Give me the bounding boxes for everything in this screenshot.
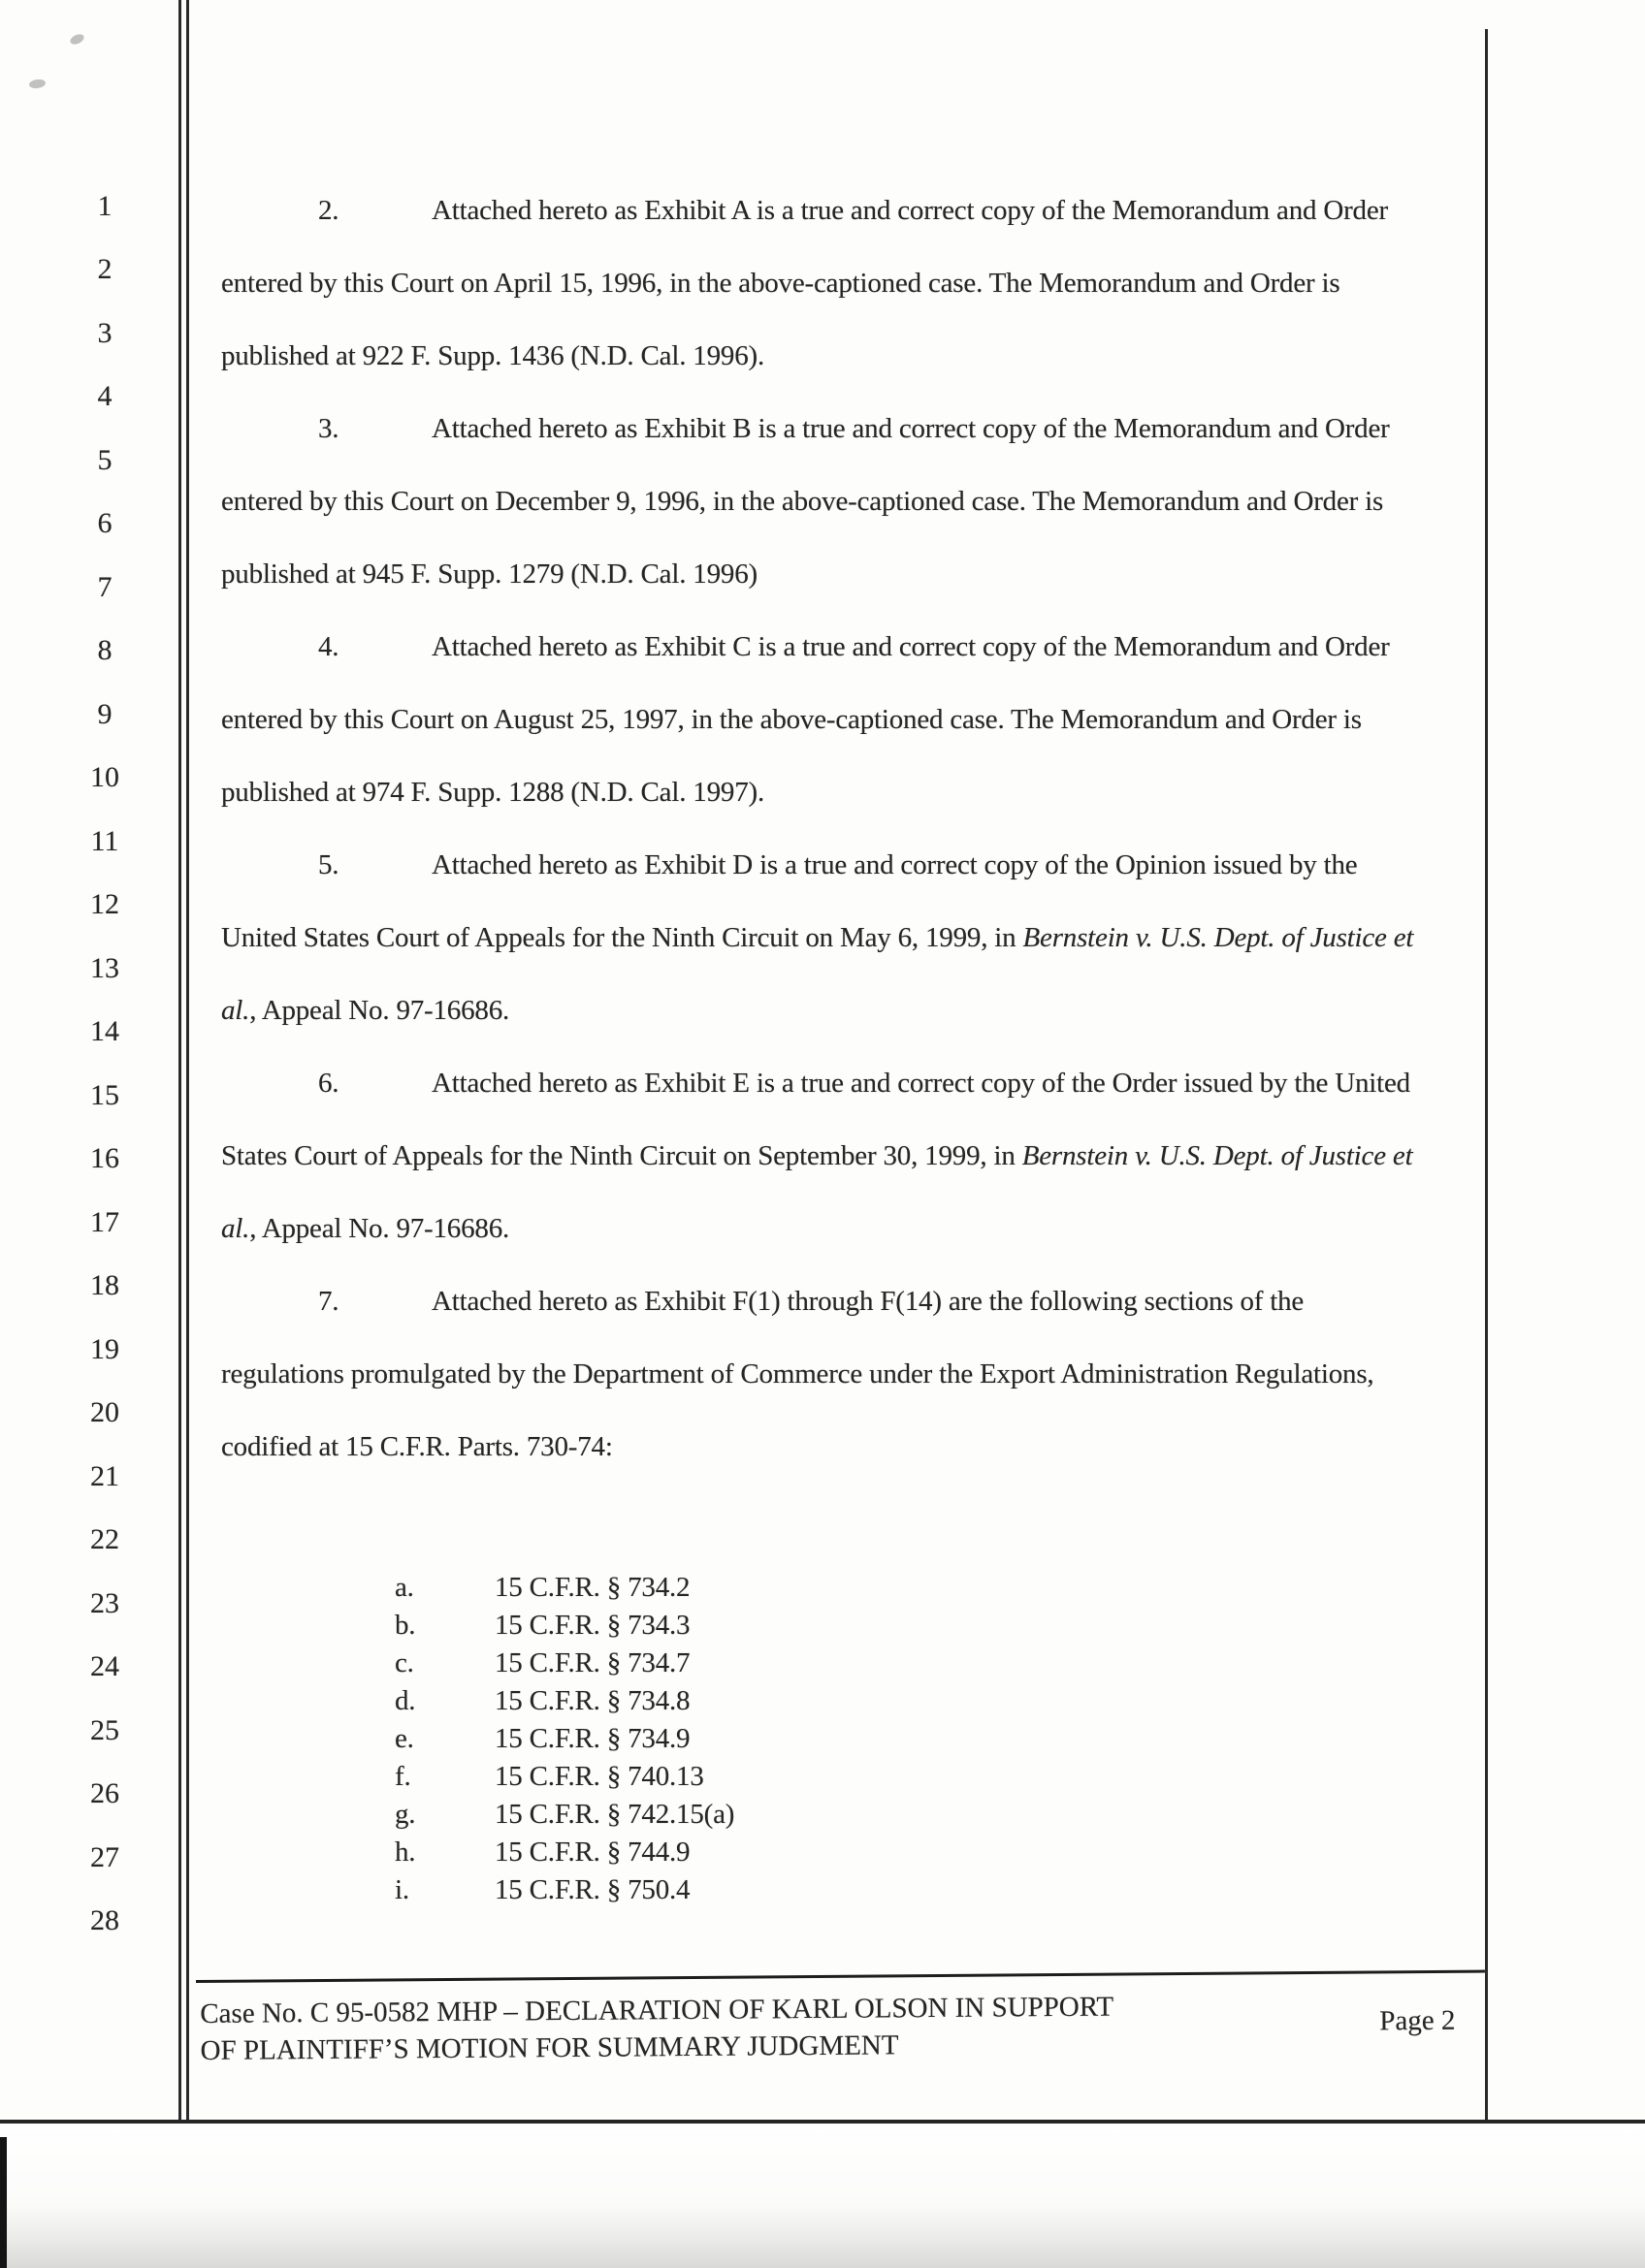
line-number: 25: [90, 1713, 119, 1746]
cfr-citation-item: [395, 1607, 1429, 1645]
cfr-item-citation: 15 C.F.R. § 734.3: [495, 1610, 691, 1641]
document-body: [221, 175, 1429, 1909]
cfr-item-letter: i.: [395, 1874, 409, 1905]
paragraph-text: Attached hereto as Exhibit D is a true and correct copy of the Opinion issued by the United States Court of Appeals for the Ninth Circuit on May 6, 1999, in: [221, 849, 1358, 953]
paragraph-number: 4.: [318, 631, 339, 662]
cfr-item-letter: c.: [395, 1647, 414, 1678]
line-number: 3: [97, 316, 113, 349]
line-number: 17: [90, 1205, 119, 1238]
line-number: 1: [97, 189, 113, 222]
declaration-paragraph: [221, 1047, 1429, 1265]
paragraph-text: , Appeal No. 97-16686.: [249, 995, 510, 1026]
line-number: 18: [90, 1269, 119, 1302]
line-number: 24: [90, 1650, 119, 1683]
paragraph-text: Attached hereto as Exhibit B is a true and correct copy of the Memorandum and Order entered by this Court on December 9, 1996, in the above-captioned case. The Memorandum and Order is published at 945 F. Supp. 1279 (N.D. Cal. 1996): [221, 413, 1390, 590]
line-number: 13: [90, 951, 119, 984]
cfr-item-citation: 15 C.F.R. § 744.9: [495, 1837, 691, 1868]
cfr-item-citation: 15 C.F.R. § 734.8: [495, 1685, 691, 1716]
declaration-paragraph: [221, 175, 1429, 393]
line-number: 27: [90, 1840, 119, 1873]
line-number: 10: [90, 761, 119, 794]
cfr-item-citation: 15 C.F.R. § 734.7: [495, 1647, 691, 1678]
cfr-item-letter: g.: [395, 1799, 416, 1830]
cfr-item-letter: d.: [395, 1685, 416, 1716]
line-number: 16: [90, 1142, 119, 1175]
line-number: 23: [90, 1586, 119, 1619]
cfr-item-citation: 15 C.F.R. § 740.13: [495, 1761, 704, 1792]
footer-case-line-2: OF PLAINTIFF’S MOTION FOR SUMMARY JUDGMENT: [200, 2029, 899, 2066]
cfr-item-letter: e.: [395, 1723, 414, 1754]
line-number: 11: [90, 824, 119, 857]
line-number: 15: [90, 1078, 119, 1111]
paragraph-number: 5.: [318, 849, 339, 880]
cfr-citation-item: [395, 1758, 1429, 1796]
paragraph-number: 6.: [318, 1068, 339, 1099]
cfr-citation-item: [395, 1569, 1429, 1607]
cfr-item-letter: f.: [395, 1761, 411, 1792]
paragraph-text: , Appeal No. 97-16686.: [249, 1213, 510, 1244]
line-number: 9: [97, 697, 113, 730]
line-number: 7: [97, 570, 113, 603]
line-number: 26: [90, 1777, 119, 1810]
paragraph-text: Attached hereto as Exhibit E is a true and correct copy of the Order issued by the United States Court of Appeals for the Ninth Circuit on September 30, 1999, in: [221, 1068, 1410, 1171]
scan-artifact-speck: [69, 32, 85, 46]
declaration-paragraph: [221, 1265, 1429, 1484]
line-number: 12: [90, 888, 119, 921]
cfr-item-citation: 15 C.F.R. § 734.2: [495, 1572, 691, 1603]
declaration-paragraphs: [221, 175, 1429, 1484]
scan-edge-shadow: [0, 2137, 7, 2268]
cfr-citation-item: [395, 1720, 1429, 1758]
left-margin-double-rule: [178, 0, 189, 2120]
declaration-paragraph: [221, 393, 1429, 611]
line-number: 22: [90, 1523, 119, 1556]
paragraph-number: 7.: [318, 1286, 339, 1317]
declaration-paragraph: [221, 611, 1429, 829]
cfr-citation-item: [395, 1796, 1429, 1834]
footer-case-line-1: Case No. C 95-0582 MHP – DECLARATION OF KARL OLSON IN SUPPORT: [200, 1991, 1114, 2029]
paragraph-number: 3.: [318, 413, 339, 444]
paragraph-text: Attached hereto as Exhibit A is a true and correct copy of the Memorandum and Order entered by this Court on April 15, 1996, in the above-captioned case. The Memorandum and Order is published at 922 F. Supp. 1436 (N.D. Cal. 1996).: [221, 195, 1388, 371]
footer-case-caption: [200, 1987, 1365, 2069]
right-margin-rule: [1485, 29, 1488, 2120]
sheet-underneath: [0, 2124, 1645, 2268]
declaration-paragraph: [221, 829, 1429, 1047]
cfr-citation-item: [395, 1645, 1429, 1682]
scan-artifact-speck: [28, 79, 46, 89]
cfr-item-citation: 15 C.F.R. § 742.15(a): [495, 1799, 735, 1830]
paragraph-text: Attached hereto as Exhibit C is a true and correct copy of the Memorandum and Order entered by this Court on August 25, 1997, in the above-captioned case. The Memorandum and Order is published at 974 F. Supp. 1288 (N.D. Cal. 1997).: [221, 631, 1390, 808]
cfr-citation-item: [395, 1682, 1429, 1720]
line-number: 20: [90, 1396, 119, 1429]
case-citation-italic: Bernstein v. U.S. Dept. of Justice et al.: [221, 922, 1414, 1026]
case-citation-italic: Bernstein v. U.S. Dept. of Justice et al.: [221, 1140, 1413, 1244]
cfr-item-letter: a.: [395, 1572, 414, 1603]
cfr-citation-item: [395, 1871, 1429, 1909]
line-number: 21: [90, 1459, 119, 1492]
line-number: 2: [97, 253, 113, 286]
page-number: Page 2: [1379, 2004, 1456, 2037]
cfr-item-citation: 15 C.F.R. § 734.9: [495, 1723, 691, 1754]
cfr-item-letter: h.: [395, 1837, 416, 1868]
line-number: 19: [90, 1332, 119, 1365]
cfr-citation-item: [395, 1834, 1429, 1871]
line-number: 4: [97, 380, 113, 413]
line-number: 28: [90, 1904, 119, 1937]
line-number-column: [60, 175, 149, 1953]
paragraph-number: 2.: [318, 195, 339, 226]
cfr-item-citation: 15 C.F.R. § 750.4: [495, 1874, 691, 1905]
line-number: 5: [97, 443, 113, 476]
line-number: 14: [90, 1015, 119, 1048]
paragraph-text: Attached hereto as Exhibit F(1) through F(14) are the following sections of the regulations promulgated by the Department of Commerce under the Export Administration Regulations, codified at 15 C.F.R. Parts. 730-74:: [221, 1286, 1374, 1462]
line-number: 6: [97, 507, 113, 540]
cfr-citation-list: [395, 1569, 1429, 1909]
footer-separator-line: [196, 1970, 1485, 1983]
line-number: 8: [97, 634, 113, 667]
cfr-item-letter: b.: [395, 1610, 416, 1641]
